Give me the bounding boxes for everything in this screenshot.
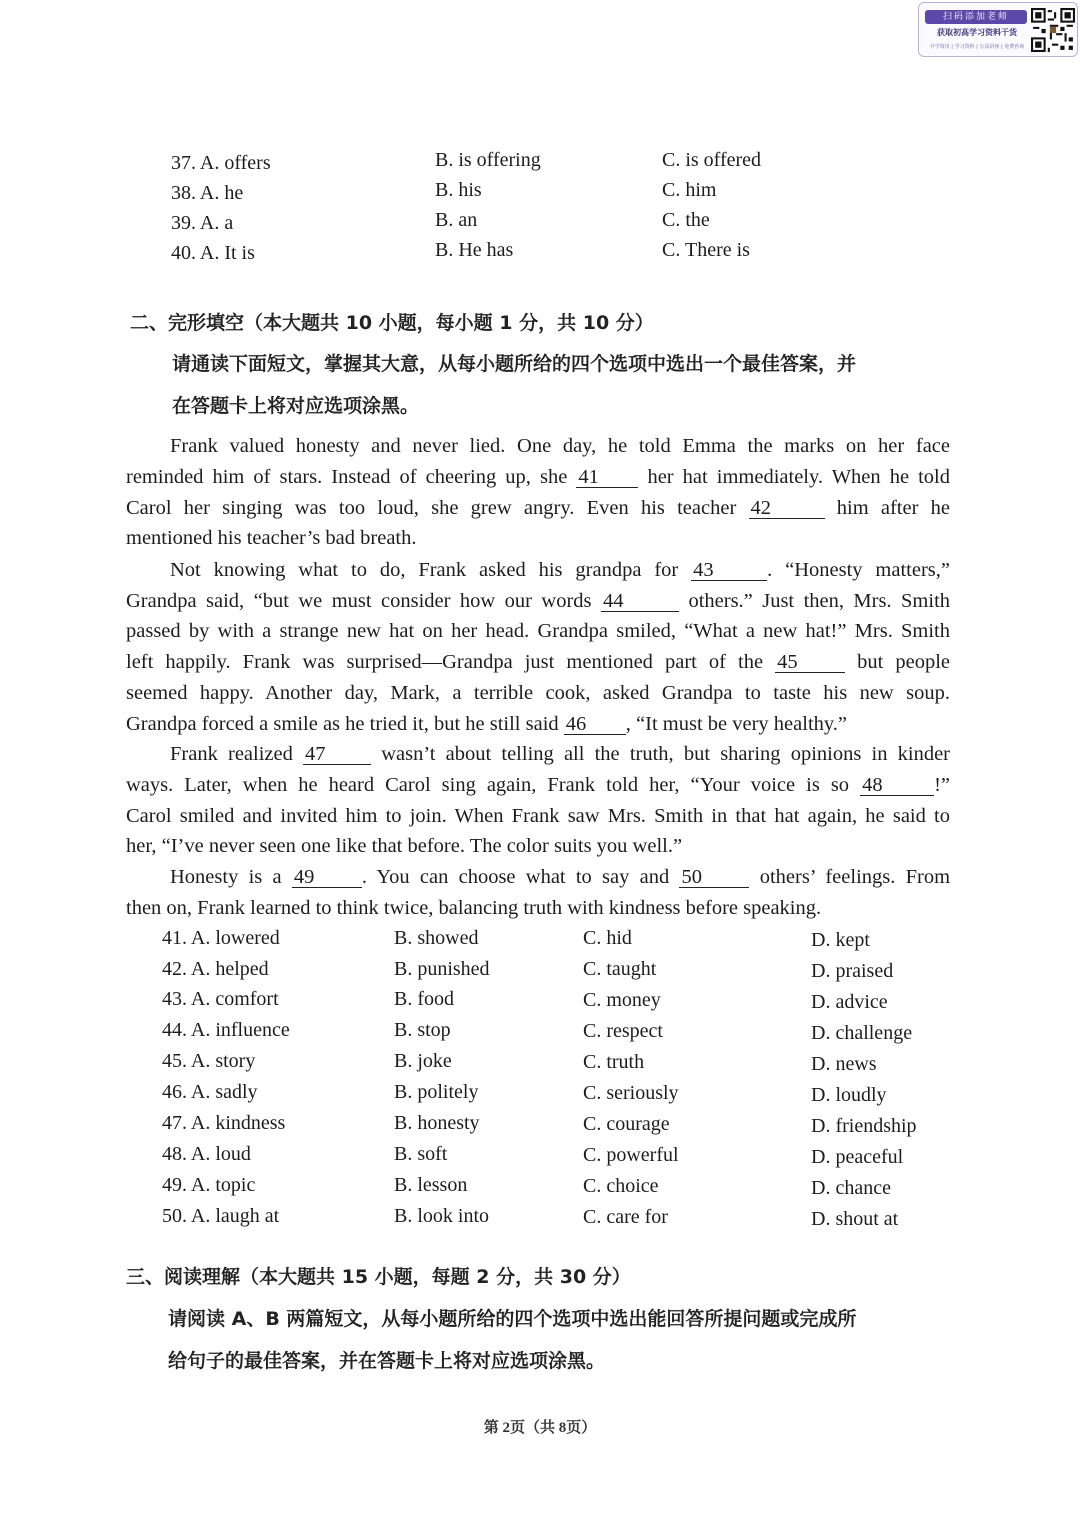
passage-line: her, “I’ve never seen one like that before. The color suits you well.” — [126, 835, 683, 857]
passage-line: Grandpa said, “but we must consider how our words 44 others.” Just then, Mrs. Smith — [126, 590, 951, 612]
option-38-a: 38. A. he — [171, 182, 244, 204]
option-45-d: D. news — [811, 1053, 877, 1075]
option-42-b: B. punished — [394, 958, 490, 980]
option-45-b: B. joke — [394, 1050, 452, 1072]
option-49-b: B. lesson — [394, 1174, 468, 1196]
promo-badge[interactable] — [918, 2, 1078, 57]
option-46-a: 46. A. sadly — [162, 1081, 258, 1103]
option-46-c: C. seriously — [583, 1082, 679, 1104]
option-44-b: B. stop — [394, 1019, 451, 1041]
option-39-a: 39. A. a — [171, 212, 234, 234]
section-2-title: 二、完形填空（本大题共 10 小题，每小题 1 分，共 10 分） — [130, 312, 654, 334]
blank-41: 41 — [576, 467, 638, 488]
passage-line: Frank realized 47 wasn’t about telling all the truth, but sharing opinions in kinder — [170, 743, 950, 765]
passage-line: ways. Later, when he heard Carol sing again, Frank told her, “Your voice is so 48 !” — [126, 774, 950, 796]
option-48-c: C. powerful — [583, 1144, 679, 1166]
option-50-d: D. shout at — [811, 1208, 899, 1230]
passage-line: then on, Frank learned to think twice, balancing truth with kindness before speaking. — [126, 897, 822, 919]
qr-code-icon — [1031, 8, 1075, 52]
option-49-c: C. choice — [583, 1175, 659, 1197]
blank-43: 43 — [691, 560, 767, 581]
passage-line: Not knowing what to do, Frank asked his grandpa for 43 . “Honesty matters,” — [170, 559, 950, 581]
page-number: 第 2页（共 8页） — [483, 1420, 597, 1436]
option-48-a: 48. A. loud — [162, 1143, 251, 1165]
option-49-d: D. chance — [811, 1177, 891, 1199]
blank-44: 44 — [601, 591, 679, 612]
passage-line: left happily. Frank was surprised—Grandpa just mentioned part of the 45 but people — [126, 651, 951, 673]
section-3-instruction-line-2: 给句子的最佳答案，并在答题卡上将对应选项涂黑。 — [168, 1350, 606, 1372]
option-47-a: 47. A. kindness — [162, 1112, 286, 1134]
option-48-d: D. peaceful — [811, 1146, 904, 1168]
section-2-instruction-line-2: 在答题卡上将对应选项涂黑。 — [172, 395, 420, 417]
option-37-b: B. is offering — [435, 149, 541, 171]
option-43-d: D. advice — [811, 991, 888, 1013]
section-2-instruction-line-1: 请通读下面短文，掌握其大意，从每小题所给的四个选项中选出一个最佳答案，并 — [172, 353, 857, 375]
option-38-c: C. him — [662, 179, 717, 201]
promo-badge-subtitle: 获取初高学习资料干货 — [937, 28, 1017, 37]
option-43-c: C. money — [583, 989, 661, 1011]
option-40-c: C. There is — [662, 239, 750, 261]
passage-line: Carol smiled and invited him to join. When Frank saw Mrs. Smith in that hat again, he said to — [126, 805, 950, 827]
option-46-b: B. politely — [394, 1081, 479, 1103]
option-48-b: B. soft — [394, 1143, 448, 1165]
option-42-d: D. praised — [811, 960, 894, 982]
option-45-c: C. truth — [583, 1051, 645, 1073]
option-47-d: D. friendship — [811, 1115, 917, 1137]
option-38-b: B. his — [435, 179, 482, 201]
blank-46: 46 — [564, 714, 626, 735]
passage-line: seemed happy. Another day, Mark, a terrible cook, asked Grandpa to taste his new soup. — [126, 682, 950, 704]
passage-line: Honesty is a 49 . You can choose what to say and 50 others’ feelings. From — [170, 866, 951, 888]
option-40-b: B. He has — [435, 239, 514, 261]
blank-50: 50 — [679, 867, 749, 888]
option-37-a: 37. A. offers — [171, 152, 271, 174]
passage-line: mentioned his teacher’s bad breath. — [126, 527, 417, 549]
passage-line: Grandpa forced a smile as he tried it, but he still said 46 , “It must be very healthy.” — [126, 713, 848, 735]
option-47-b: B. honesty — [394, 1112, 480, 1134]
option-50-a: 50. A. laugh at — [162, 1205, 280, 1227]
blank-45: 45 — [775, 652, 845, 673]
passage-line: Frank valued honesty and never lied. One day, he told Emma the marks on her face — [170, 435, 950, 457]
option-50-b: B. look into — [394, 1205, 490, 1227]
option-37-c: C. is offered — [662, 149, 762, 171]
promo-badge-title: 扫码添加老师 — [925, 10, 1027, 24]
blank-48: 48 — [860, 775, 934, 796]
option-42-a: 42. A. helped — [162, 958, 269, 980]
option-46-d: D. loudly — [811, 1084, 887, 1106]
option-42-c: C. taught — [583, 958, 657, 980]
section-3-title: 三、阅读理解（本大题共 15 小题，每题 2 分，共 30 分） — [126, 1266, 631, 1288]
option-43-b: B. food — [394, 988, 454, 1010]
blank-42: 42 — [749, 498, 825, 519]
blank-47: 47 — [303, 744, 371, 765]
option-43-a: 43. A. comfort — [162, 988, 279, 1010]
blank-49: 49 — [292, 867, 362, 888]
passage-line: Carol her singing was too loud, she grew angry. Even his teacher 42 him after he — [126, 497, 950, 519]
option-39-c: C. the — [662, 209, 710, 231]
section-3-instruction-line-1: 请阅读 A、B 两篇短文，从每小题所给的四个选项中选出能回答所提问题或完成所 — [168, 1308, 857, 1330]
option-41-a: 41. A. lowered — [162, 927, 280, 949]
option-50-c: C. care for — [583, 1206, 668, 1228]
option-49-a: 49. A. topic — [162, 1174, 256, 1196]
option-41-c: C. hid — [583, 927, 632, 949]
option-39-b: B. an — [435, 209, 478, 231]
option-40-a: 40. A. It is — [171, 242, 255, 264]
option-41-d: D. kept — [811, 929, 870, 951]
option-44-c: C. respect — [583, 1020, 663, 1042]
passage-line: passed by with a strange new hat on her head. Grandpa smiled, “What a new hat!” Mrs. Smith — [126, 620, 950, 642]
option-47-c: C. courage — [583, 1113, 670, 1135]
option-41-b: B. showed — [394, 927, 479, 949]
option-45-a: 45. A. story — [162, 1050, 256, 1072]
passage-line: reminded him of stars. Instead of cheering up, she 41 her hat immediately. When he told — [126, 466, 951, 488]
promo-badge-tags: 升学资讯 | 学习资料 | 公益讲座 | 免费咨询 — [929, 44, 1025, 50]
option-44-d: D. challenge — [811, 1022, 913, 1044]
option-44-a: 44. A. influence — [162, 1019, 290, 1041]
